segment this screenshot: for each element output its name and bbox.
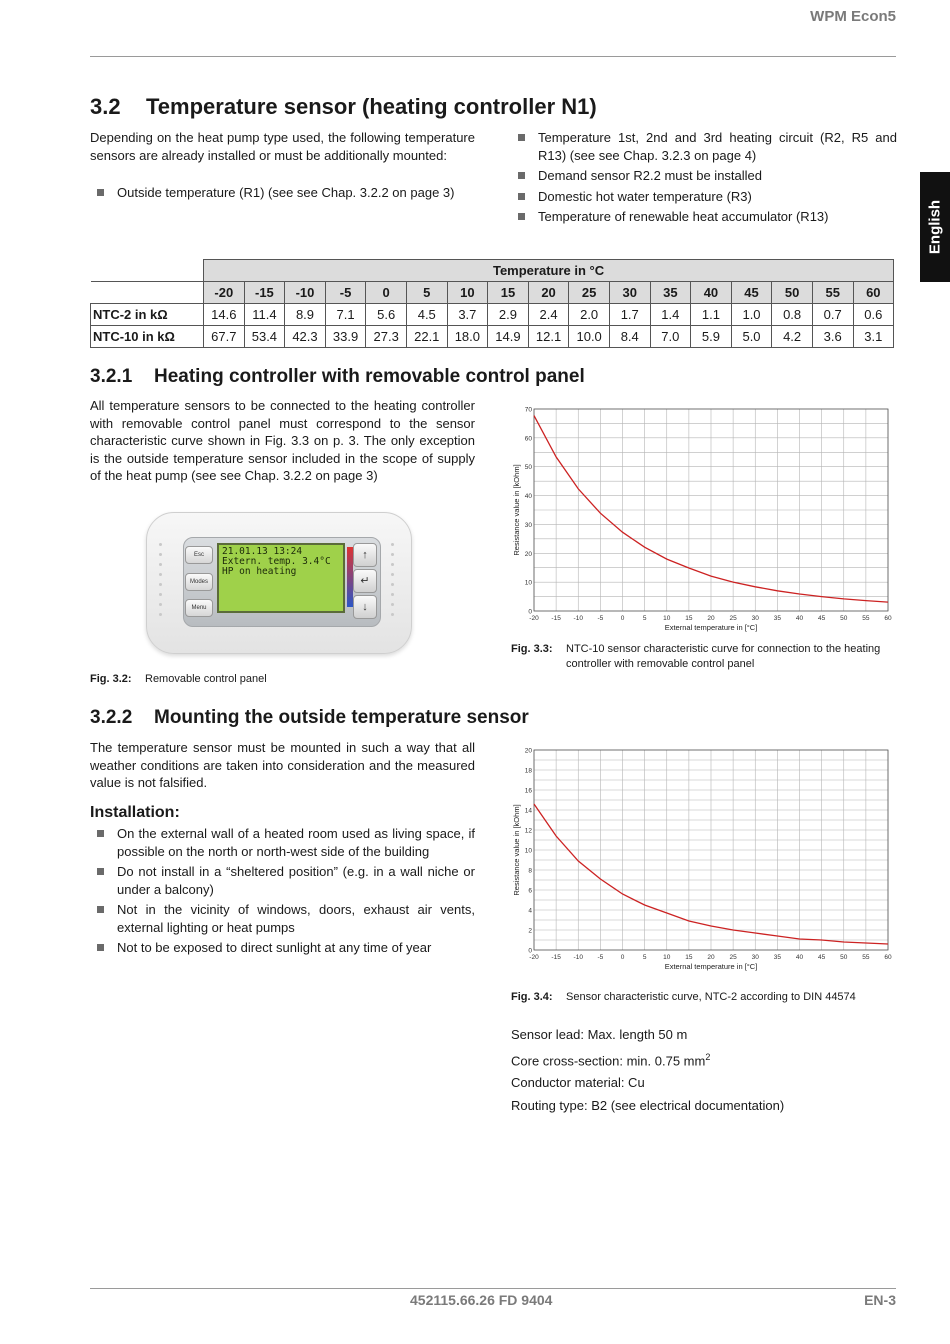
x-tick-label: 55 xyxy=(862,954,870,961)
installation-bullet-list xyxy=(90,825,475,960)
x-tick-label: 50 xyxy=(840,615,848,622)
table-corner xyxy=(91,260,204,282)
decorative-dots xyxy=(391,543,397,623)
document-header-title: WPM Econ5 xyxy=(810,8,896,25)
temp-header-cell: -20 xyxy=(204,282,245,304)
x-tick-label: -20 xyxy=(529,954,539,961)
list-item: Not to be exposed to direct sunlight at any time of year xyxy=(90,939,475,957)
temp-header-cell: 40 xyxy=(691,282,732,304)
y-tick-label: 0 xyxy=(528,947,532,955)
y-tick-label: 30 xyxy=(524,521,532,529)
temp-header-cell: 35 xyxy=(650,282,691,304)
section-intro: Depending on the heat pump type used, the following temperature sensors are already installed or must be additionally mounted: xyxy=(90,130,475,163)
row-label: NTC-10 in kΩ xyxy=(91,326,204,348)
sensor-lead-info: Sensor lead: Max. length 50 m xyxy=(511,1027,688,1042)
table-cell: 0.7 xyxy=(812,304,853,326)
modes-button[interactable]: Modes xyxy=(185,573,213,591)
table-cell: 1.4 xyxy=(650,304,691,326)
x-tick-label: 20 xyxy=(707,615,715,622)
decorative-dots xyxy=(159,543,165,623)
bullet-square-icon xyxy=(518,172,525,179)
x-tick-label: 15 xyxy=(685,954,693,961)
figure-3-3-caption: Fig. 3.3: NTC-10 sensor characteristic curve for connection to the heating controller with removable control panel xyxy=(511,643,881,670)
y-tick-label: 40 xyxy=(524,493,532,501)
up-arrow-icon[interactable]: ↑ xyxy=(353,543,377,567)
y-tick-label: 50 xyxy=(524,464,532,472)
y-tick-label: 0 xyxy=(528,608,532,616)
lcd-line-1: 21.01.13 13:24 xyxy=(222,546,303,557)
table-cell: 0.6 xyxy=(853,304,894,326)
installation-heading: Installation: xyxy=(90,804,180,821)
figure-3-4-caption: Fig. 3.4: Sensor characteristic curve, NTC-2 according to DIN 44574 xyxy=(511,991,856,1003)
list-item: Demand sensor R2.2 must be installed xyxy=(511,167,897,185)
esc-button[interactable]: Esc xyxy=(185,546,213,564)
subsection-3-2-1-text: All temperature sensors to be connected to the heating controller with removable control panel must correspond to the sensor characteristic curve shown in Fig. 3.3 on p. 3. The only exception is the outside temperature sensor included in the scope of supply of the heat pump (see see Chap. 3.2.2 on page 3) xyxy=(90,398,475,483)
y-tick-label: 20 xyxy=(524,550,532,558)
x-tick-label: 5 xyxy=(642,615,647,622)
section-number: 3.2 xyxy=(90,94,121,119)
list-item: On the external wall of a heated room used as living space, if possible on the north or north-west side of the building xyxy=(90,825,475,860)
bullet-square-icon xyxy=(97,906,104,913)
table-cell: 2.0 xyxy=(569,304,610,326)
lcd-display xyxy=(217,543,345,613)
bullet-square-icon xyxy=(518,134,525,141)
temp-header-cell: 25 xyxy=(569,282,610,304)
x-tick-label: 30 xyxy=(751,954,759,961)
x-tick-label: 10 xyxy=(663,615,671,622)
y-tick-label: 10 xyxy=(524,579,532,587)
subsection-3-2-2-text: The temperature sensor must be mounted in such a way that all weather conditions are taken into consideration and the measured value is not falsified. xyxy=(90,740,475,790)
x-tick-label: -15 xyxy=(551,615,561,622)
header-rule xyxy=(90,56,896,57)
x-tick-label: 10 xyxy=(663,954,671,961)
temp-header-cell: -5 xyxy=(325,282,366,304)
table-cell: 10.0 xyxy=(569,326,610,348)
temp-header-cell: 15 xyxy=(488,282,529,304)
x-tick-label: 0 xyxy=(620,954,625,961)
table-cell: 5.0 xyxy=(731,326,772,348)
ntc2-curve-chart xyxy=(508,744,900,976)
list-item: Temperature of renewable heat accumulator (R13) xyxy=(511,208,897,226)
y-tick-label: 20 xyxy=(524,747,532,755)
lcd-line-3: HP on heating xyxy=(222,566,297,577)
temperature-resistance-table xyxy=(90,259,894,348)
table-cell: 7.1 xyxy=(325,304,366,326)
lcd-line-2: Extern. temp. 3.4°C xyxy=(222,556,331,567)
subsection-heading-3-2-1: 3.2.1 Heating controller with removable control panel xyxy=(90,366,585,387)
x-tick-label: 40 xyxy=(795,954,804,961)
table-cell: 3.1 xyxy=(853,326,894,348)
x-tick-label: 45 xyxy=(818,954,826,961)
ntc10-curve-chart xyxy=(508,402,900,638)
right-bullet-list xyxy=(511,129,897,229)
x-tick-label: 15 xyxy=(685,615,693,622)
y-tick-label: 60 xyxy=(524,435,532,443)
table-cell: 8.9 xyxy=(285,304,326,326)
temp-header-cell: 20 xyxy=(528,282,569,304)
x-tick-label: 60 xyxy=(884,954,892,961)
x-tick-label: 40 xyxy=(795,615,804,622)
down-arrow-icon[interactable]: ↓ xyxy=(353,595,377,619)
x-tick-label: 0 xyxy=(620,615,625,622)
temp-header-cell: 10 xyxy=(447,282,488,304)
y-tick-label: 14 xyxy=(524,807,532,815)
x-tick-label: -5 xyxy=(597,615,604,622)
x-tick-label: 50 xyxy=(840,954,848,961)
conductor-material-info: Conductor material: Cu xyxy=(511,1075,645,1090)
x-tick-label: -15 xyxy=(551,954,561,961)
temp-header-cell: 60 xyxy=(853,282,894,304)
temp-header-cell: 0 xyxy=(366,282,407,304)
table-cell: 3.6 xyxy=(812,326,853,348)
table-corner xyxy=(91,282,204,304)
left-bullet-list xyxy=(90,184,475,205)
section-heading xyxy=(90,94,597,120)
y-tick-label: 16 xyxy=(524,787,532,795)
page-number: EN-3 xyxy=(864,1292,896,1308)
subsection-heading-3-2-2: 3.2.2 Mounting the outside temperature sensor xyxy=(90,707,529,728)
table-cell: 14.9 xyxy=(488,326,529,348)
figure-3-2-caption: Fig. 3.2: Removable control panel xyxy=(90,673,267,685)
bullet-square-icon xyxy=(97,944,104,951)
list-item: Domestic hot water temperature (R3) xyxy=(511,188,897,206)
x-tick-label: -20 xyxy=(529,615,539,622)
x-tick-label: -10 xyxy=(573,615,583,622)
list-item: Temperature 1st, 2nd and 3rd heating circuit (R2, R5 and R13) (see see Chap. 3.2.3 on page 4) xyxy=(511,129,897,164)
x-tick-label: 35 xyxy=(773,954,781,961)
footer-rule xyxy=(90,1288,896,1289)
table-temps-row xyxy=(91,282,894,304)
list-item: Do not install in a “sheltered position” (e.g. in a wall niche or under a balcony) xyxy=(90,863,475,898)
table-cell: 33.9 xyxy=(325,326,366,348)
y-tick-label: 4 xyxy=(528,907,532,915)
x-tick-label: 55 xyxy=(862,615,870,622)
temp-header-cell: 45 xyxy=(731,282,772,304)
x-tick-label: 60 xyxy=(884,615,892,622)
table-cell: 2.4 xyxy=(528,304,569,326)
table-cell: 27.3 xyxy=(366,326,407,348)
control-panel-image xyxy=(146,512,412,654)
temp-header-cell: 30 xyxy=(609,282,650,304)
list-item: Not in the vicinity of windows, doors, exhaust air vents, external lighting or heat pumps xyxy=(90,901,475,936)
y-tick-label: 8 xyxy=(528,867,532,875)
table-cell: 18.0 xyxy=(447,326,488,348)
table-cell: 4.2 xyxy=(772,326,813,348)
table-cell: 2.9 xyxy=(488,304,529,326)
x-tick-label: 25 xyxy=(729,954,737,961)
table-cell: 4.5 xyxy=(406,304,447,326)
x-tick-label: 20 xyxy=(707,954,715,961)
bullet-square-icon xyxy=(97,830,104,837)
y-tick-label: 6 xyxy=(528,887,532,895)
x-axis-label: External temperature in [°C] xyxy=(664,962,758,971)
language-tab-label: English xyxy=(926,199,944,255)
list-item: Outside temperature (R1) (see see Chap. 3.2.2 on page 3) xyxy=(90,184,475,202)
y-tick-label: 2 xyxy=(528,927,532,935)
x-tick-label: 5 xyxy=(642,954,647,961)
y-tick-label: 12 xyxy=(524,827,532,835)
document-number: 452115.66.26 FD 9404 xyxy=(410,1292,553,1308)
bullet-square-icon xyxy=(518,213,525,220)
x-tick-label: 35 xyxy=(773,615,781,622)
table-cell: 5.9 xyxy=(691,326,732,348)
x-tick-label: -5 xyxy=(597,954,604,961)
table-cell: 8.4 xyxy=(609,326,650,348)
table-cell: 53.4 xyxy=(244,326,285,348)
temp-header-cell: 55 xyxy=(812,282,853,304)
y-tick-label: 10 xyxy=(524,847,532,855)
y-tick-label: 18 xyxy=(524,767,532,775)
table-cell: 1.0 xyxy=(731,304,772,326)
enter-arrow-icon[interactable]: ↵ xyxy=(353,569,377,593)
y-axis-label: Resistance value in [kOhm] xyxy=(512,464,521,556)
table-cell: 1.1 xyxy=(691,304,732,326)
temp-header-cell: -15 xyxy=(244,282,285,304)
table-cell: 1.7 xyxy=(609,304,650,326)
routing-type-info: Routing type: B2 (see electrical documentation) xyxy=(511,1098,785,1113)
table-cell: 5.6 xyxy=(366,304,407,326)
bullet-square-icon xyxy=(97,189,104,196)
x-axis-label: External temperature in [°C] xyxy=(664,623,758,632)
row-label: NTC-2 in kΩ xyxy=(91,304,204,326)
table-cell: 3.7 xyxy=(447,304,488,326)
table-header: Temperature in °C xyxy=(204,260,894,282)
x-tick-label: 45 xyxy=(818,615,826,622)
temp-header-cell: -10 xyxy=(285,282,326,304)
bullet-square-icon xyxy=(518,193,525,200)
y-tick-label: 70 xyxy=(524,406,532,414)
table-cell: 14.6 xyxy=(204,304,245,326)
y-axis-label: Resistance value in [kOhm] xyxy=(512,804,521,896)
table-cell: 7.0 xyxy=(650,326,691,348)
x-tick-label: 25 xyxy=(729,615,737,622)
temp-header-cell: 5 xyxy=(406,282,447,304)
menu-button[interactable]: Menu xyxy=(185,599,213,617)
core-cross-section-info: Core cross-section: min. 0.75 $mm^2$ xyxy=(511,1052,711,1069)
table-cell: 67.7 xyxy=(204,326,245,348)
table-cell: 12.1 xyxy=(528,326,569,348)
table-cell: 22.1 xyxy=(406,326,447,348)
language-tab xyxy=(920,172,950,282)
bullet-square-icon xyxy=(97,868,104,875)
table-row xyxy=(91,304,894,326)
table-row xyxy=(91,326,894,348)
table-cell: 0.8 xyxy=(772,304,813,326)
x-tick-label: 30 xyxy=(751,615,759,622)
x-tick-label: -10 xyxy=(573,954,583,961)
section-title: Temperature sensor (heating controller N1) xyxy=(146,94,597,119)
table-cell: 11.4 xyxy=(244,304,285,326)
temp-header-cell: 50 xyxy=(772,282,813,304)
table-cell: 42.3 xyxy=(285,326,326,348)
